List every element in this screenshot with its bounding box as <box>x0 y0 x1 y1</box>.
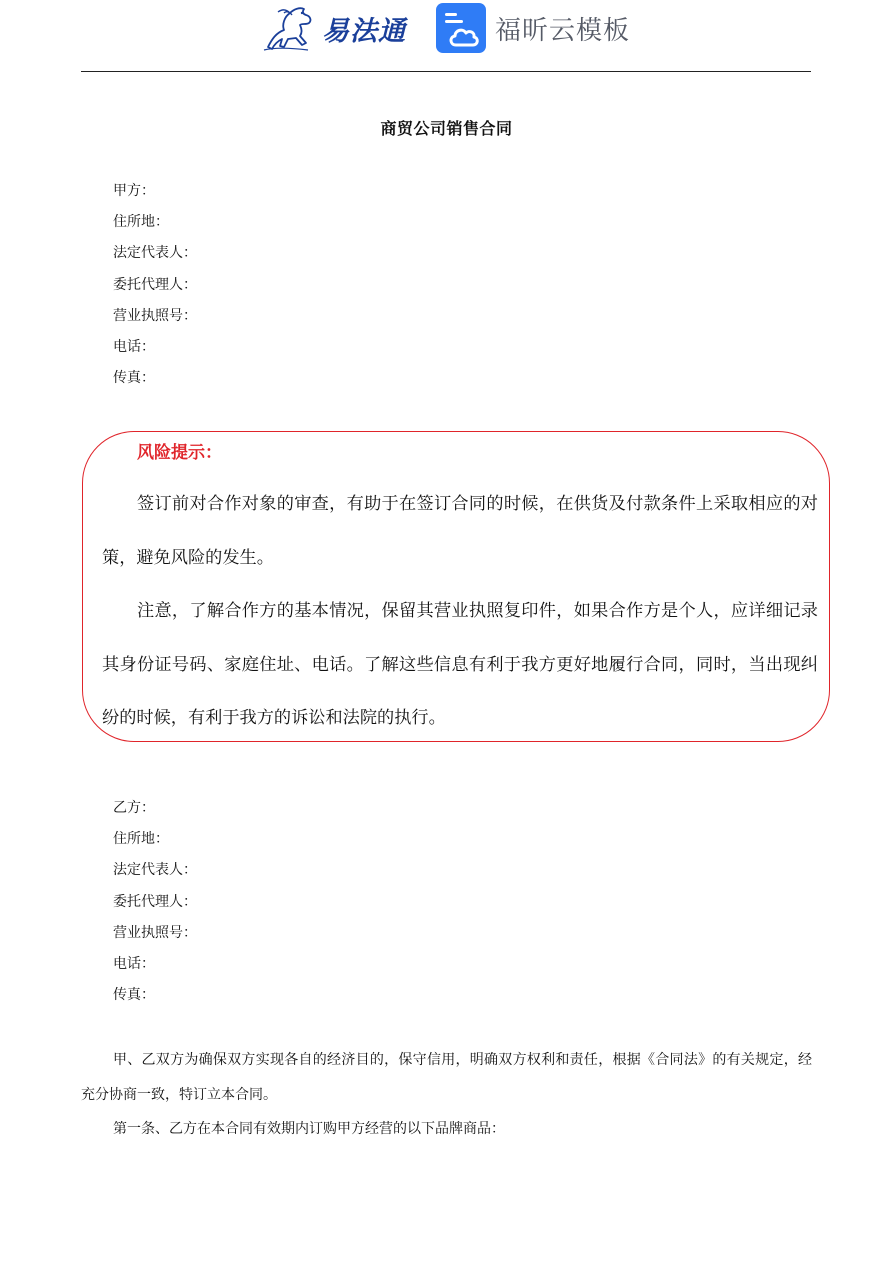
party-b-legal-rep-field: 法定代表人： <box>113 862 197 879</box>
contract-title: 商贸公司销售合同 <box>380 119 513 138</box>
risk-notice-paragraph: 签订前对合作对象的审查，有助于在签订合同的时候，在供货及付款条件上采取相应的对策，避免风险的发生。 <box>102 494 818 568</box>
party-b-fax-field: 传真： <box>113 987 155 1004</box>
party-b-name-field: 乙方： <box>113 800 155 816</box>
party-a-address-field: 住所地： <box>113 214 169 231</box>
foxit-logo-text: 福昕云模板 <box>495 15 631 46</box>
article-1-paragraph: 第一条、乙方在本合同有效期内订购甲方经营的以下品牌商品： <box>113 1121 505 1137</box>
page-header <box>0 0 893 60</box>
yifatong-logo-text: 易法通 <box>322 15 406 47</box>
risk-notice-paragraph: 注意，了解合作方的基本情况，保留其营业执照复印件，如果合作方是个人，应详细记录其身份证号码、家庭住址、电话。了解这些信息有利于我方更好地履行合同，同时，当出现纠纷的时候，有利于我方的诉讼和法院的执行。 <box>102 601 818 728</box>
party-b-license-field: 营业执照号： <box>113 924 197 941</box>
party-a-fax-field: 传真： <box>113 370 155 387</box>
horse-icon <box>262 3 320 53</box>
contract-body <box>81 1043 812 1147</box>
party-a-legal-rep-field: 法定代表人： <box>113 245 197 262</box>
party-b-phone-field: 电话： <box>113 955 155 972</box>
risk-notice-title: 风险提示： <box>137 443 222 463</box>
party-b-address-field: 住所地： <box>113 831 169 848</box>
party-a-phone-field: 电话： <box>113 338 155 355</box>
party-b-agent-field: 委托代理人： <box>113 893 197 910</box>
party-a-license-field: 营业执照号： <box>113 307 197 324</box>
risk-notice-body <box>102 478 818 746</box>
party-a-block <box>113 176 197 394</box>
cloud-document-icon <box>436 3 486 53</box>
party-a-agent-field: 委托代理人： <box>113 276 197 293</box>
yifatong-logo <box>262 2 406 54</box>
header-divider <box>81 71 811 72</box>
foxit-logo <box>436 2 630 54</box>
party-b-block <box>113 793 197 1011</box>
preamble-paragraph: 甲、乙双方为确保双方实现各自的经济目的，保守信用，明确双方权利和责任，根据《合同法》的有关规定，经充分协商一致，特订立本合同。 <box>81 1052 812 1103</box>
party-a-name-field: 甲方： <box>113 183 155 199</box>
